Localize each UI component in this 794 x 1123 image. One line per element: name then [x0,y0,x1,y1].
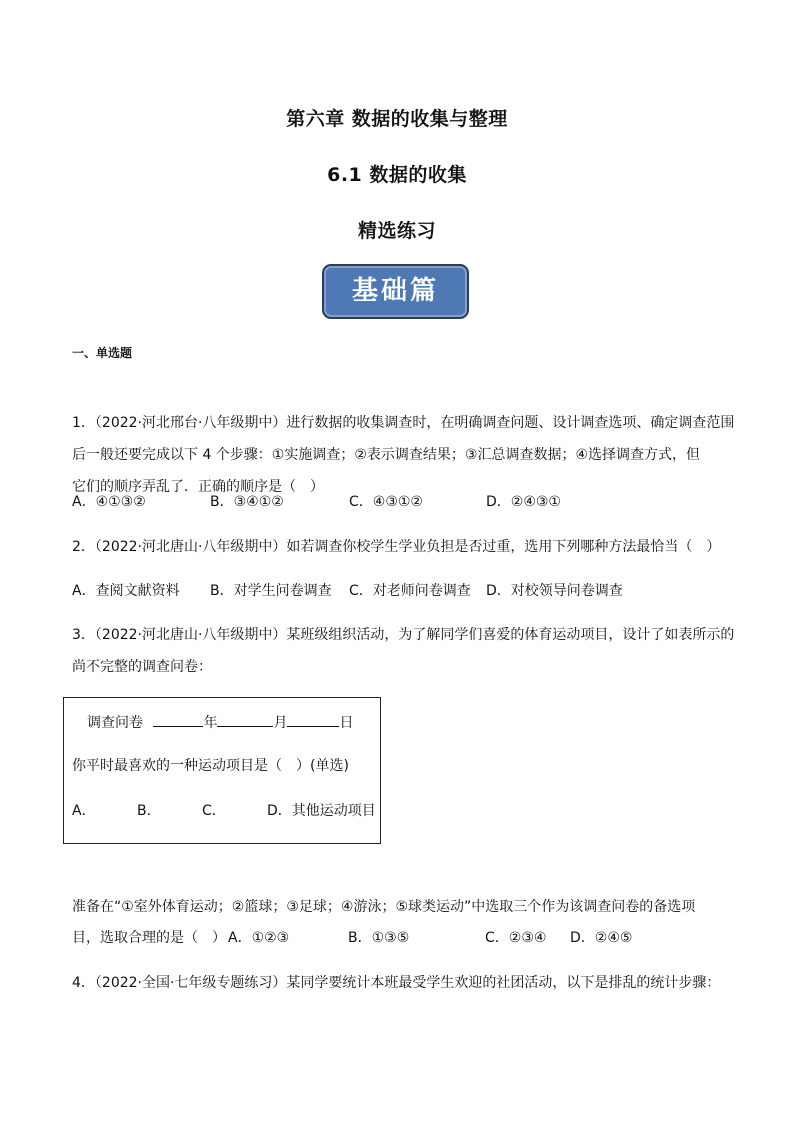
survey-question: 你平时最喜欢的一种运动项目是（ ）(单选) [72,758,349,774]
question-1-line-1: 1．（2022·河北邢台·八年级期中）进行数据的收集调查时，在明确调查问题、设计调查选项、确定调查范围 [72,415,735,431]
section-title: 6.1 数据的收集 [327,164,467,186]
option-a: A．①②③ [228,930,290,946]
option-b: B．③④①② [210,494,284,510]
level-badge: 基础篇 [322,264,469,319]
year-label: 年 [203,715,218,731]
option-c: C．④③①② [349,494,423,510]
question-4-line-1: 4．（2022·全国·七年级专题练习）某同学要统计本班最受学生欢迎的社团活动，以下是排乱的统计步骤： [72,975,721,991]
option-d: D．对校领导问卷调查 [486,583,623,599]
section-heading: 一、单选题 [72,346,133,360]
survey-options [72,802,376,820]
year-blank [153,712,203,727]
survey-head-label: 调查问卷 [87,715,143,731]
option-a: A．④①③② [72,494,146,510]
question-1-line-2: 后一般还要完成以下 4 个步骤：①实施调查；②表示调查结果；③汇总调查数据；④选择调查方式，但 [72,447,701,463]
day-label: 日 [339,715,354,731]
option-c: C．对老师问卷调查 [349,583,471,599]
question-3-line-3: 准备在“①室外体育运动；②篮球；③足球；④游泳；⑤球类运动”中选取三个作为该调查问卷的备选项 [72,899,696,915]
option-c: C．②③④ [485,930,547,946]
chapter-title: 第六章 数据的收集与整理 [286,108,508,130]
survey-option-a: A． [72,803,96,819]
question-3-line-1: 3．（2022·河北唐山·八年级期中）某班级组织活动，为了解同学们喜爱的体育运动项目，设计了如表所示的 [72,627,735,643]
survey-form-box [63,697,381,844]
option-a: A．查阅文献资料 [72,583,180,599]
question-3-line-2: 尚不完整的调查问卷： [72,659,212,675]
survey-option-d: D．其他运动项目 [267,803,376,819]
survey-option-c: C． [202,803,226,819]
question-3-line-4: 目，选取合理的是（ ） [72,930,226,946]
survey-header-row [87,712,353,732]
option-b: B．对学生问卷调查 [210,583,332,599]
option-d: D．②④⑤ [570,930,633,946]
option-d: D．②④③① [486,494,561,510]
month-blank [217,712,273,727]
question-1-line-3: 它们的顺序弄乱了．正确的顺序是（ ） [72,479,324,495]
subtitle: 精选练习 [357,220,436,242]
month-label: 月 [273,715,288,731]
question-2-line-1: 2．（2022·河北唐山·八年级期中）如若调查你校学生学业负担是否过重，选用下列哪种方法最恰当（ ） [72,539,721,555]
survey-option-b: B． [137,803,161,819]
day-blank [287,712,339,727]
option-b: B．①③⑤ [348,930,410,946]
